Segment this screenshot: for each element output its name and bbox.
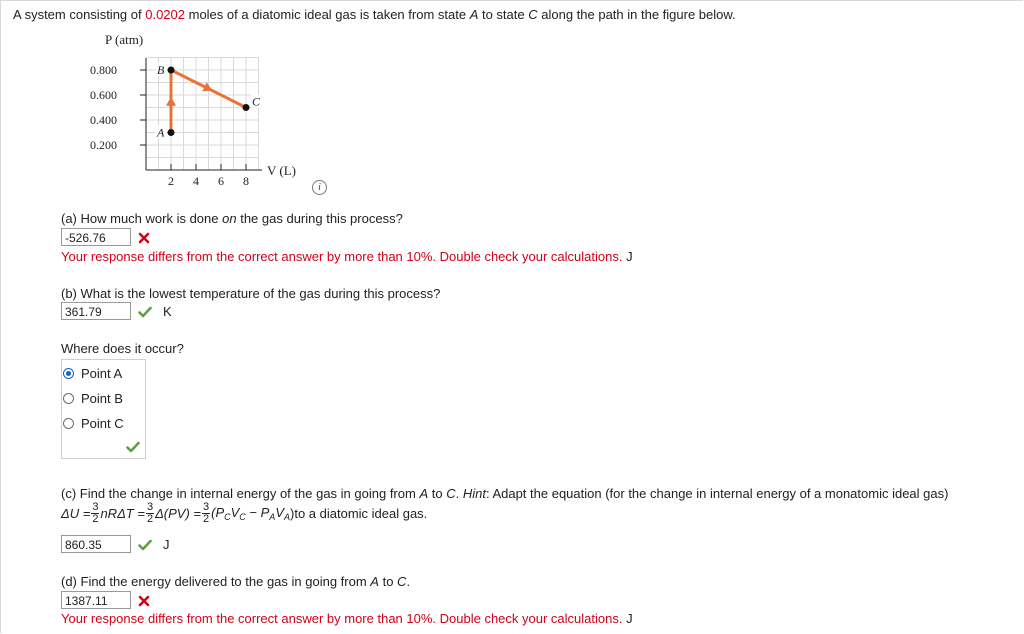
- info-icon[interactable]: i: [312, 180, 327, 195]
- question-d-text: .: [406, 574, 411, 589]
- incorrect-x-icon: [138, 595, 150, 607]
- eq-part: Δ(PV) =: [155, 506, 201, 521]
- question-c-text: : Adapt the equation (for the change in internal energy of a monatomic ideal gas): [485, 486, 949, 501]
- option-point-c[interactable]: [63, 414, 124, 432]
- radio-icon[interactable]: [63, 418, 74, 429]
- option-point-a[interactable]: [63, 364, 122, 382]
- answer-a-input[interactable]: -526.76: [61, 228, 131, 246]
- frac-den: 2: [203, 513, 210, 525]
- state-point: [243, 104, 250, 111]
- question-c-text: .: [455, 486, 463, 501]
- option-label: Point C: [81, 415, 124, 431]
- where-question: Where does it occur?: [61, 341, 184, 356]
- state-point: [168, 67, 175, 74]
- p-tick-label: 0.200: [90, 138, 117, 152]
- correct-check-icon: [126, 441, 140, 453]
- correct-check-icon: [138, 539, 152, 551]
- frac-num: 3: [203, 501, 210, 513]
- fraction: [91, 502, 99, 525]
- frac-num: 3: [92, 501, 99, 513]
- unit-d: J: [626, 611, 633, 626]
- v-tick-label: 4: [193, 174, 199, 188]
- question-b: (b) What is the lowest temperature of the gas during this process?: [61, 286, 441, 301]
- path-arrow: [166, 97, 176, 106]
- correct-check-icon: [138, 306, 152, 318]
- question-c: [61, 486, 948, 501]
- eq-part: (P: [211, 505, 225, 520]
- v-tick-label: 2: [168, 174, 174, 188]
- answer-c-input[interactable]: 860.35: [61, 535, 131, 553]
- frac-den: 2: [146, 513, 154, 525]
- eq-part: ΔU =: [61, 506, 91, 521]
- radio-icon[interactable]: [63, 393, 74, 404]
- p-ticks: [90, 63, 146, 152]
- internal-energy-equation: [61, 502, 427, 525]
- eq-pv-term: [211, 505, 290, 522]
- unit-c: J: [163, 537, 170, 552]
- feedback-a-text: Your response differs from the correct answer by more than 10%. Double check your calculations.: [61, 249, 623, 264]
- option-point-b[interactable]: [63, 389, 123, 407]
- answer-d-input[interactable]: 1387.11: [61, 591, 131, 609]
- question-a: [61, 211, 403, 226]
- state-point-label: A: [157, 125, 165, 140]
- v-axis-label: V (L): [267, 163, 297, 178]
- fraction: [146, 502, 154, 525]
- radio-selected-icon[interactable]: [63, 368, 74, 379]
- unit-b: K: [163, 304, 172, 319]
- frac-den: 2: [92, 513, 99, 525]
- state-label: A: [370, 574, 379, 589]
- eq-part: nRΔT =: [100, 506, 145, 521]
- option-label: Point B: [81, 390, 123, 406]
- feedback-d-text: Your response differs from the correct answer by more than 10%. Double check your calculations.: [61, 611, 623, 626]
- question-c-text: (c) Find the change in internal energy of the gas in going from: [61, 486, 420, 501]
- eq-part: V: [230, 505, 240, 520]
- moles-value: 0.0202: [145, 7, 185, 22]
- v-tick-label: 6: [218, 174, 224, 188]
- question-a-emphasis: on: [222, 211, 237, 226]
- p-tick-label: 0.600: [90, 88, 117, 102]
- option-label: Point A: [81, 365, 123, 381]
- hint-label: Hint: [462, 486, 486, 501]
- eq-sub: C: [239, 512, 246, 522]
- state-label: C: [446, 486, 456, 501]
- feedback-d: [61, 611, 633, 626]
- p-tick-label: 0.400: [90, 113, 117, 127]
- intro-text: A system consisting of: [13, 7, 146, 22]
- answer-b-input[interactable]: 361.79: [61, 302, 131, 320]
- state-label: C: [397, 574, 407, 589]
- question-d-text: (d) Find the energy delivered to the gas in going from: [61, 574, 371, 589]
- question-c-text: to: [428, 486, 447, 501]
- p-tick-label: 0.800: [90, 63, 117, 77]
- question-a-text: the gas during this process?: [236, 211, 403, 226]
- unit-a: J: [626, 249, 633, 264]
- incorrect-x-icon: [138, 232, 150, 244]
- eq-sub: A: [283, 512, 290, 522]
- state-label: A: [419, 486, 429, 501]
- frac-num: 3: [146, 501, 154, 513]
- state-point-label: B: [157, 63, 165, 77]
- question-a-text: (a) How much work is done: [61, 211, 223, 226]
- state-point-label: C: [252, 94, 261, 109]
- intro-text: to state: [478, 7, 529, 22]
- state-a-label: A: [469, 7, 479, 22]
- state-point: [168, 129, 175, 136]
- eq-part: V: [275, 505, 284, 520]
- state-c-label: C: [528, 7, 538, 22]
- intro-text: along the path in the figure below.: [537, 7, 736, 22]
- v-tick-label: 8: [243, 174, 249, 188]
- eq-tail: )to a diatomic ideal gas.: [290, 506, 428, 521]
- eq-part: − P: [245, 505, 270, 520]
- fraction: [202, 502, 210, 525]
- question-d: [61, 574, 410, 589]
- eq-sub: A: [269, 512, 276, 522]
- intro-text: moles of a diatomic ideal gas is taken from state: [185, 7, 470, 22]
- eq-sub: C: [224, 512, 231, 522]
- pv-diagram: [80, 28, 340, 198]
- p-axis-label: P (atm): [105, 32, 144, 47]
- problem-statement: [13, 7, 736, 22]
- feedback-a: [61, 249, 633, 264]
- question-d-text: to: [378, 574, 398, 589]
